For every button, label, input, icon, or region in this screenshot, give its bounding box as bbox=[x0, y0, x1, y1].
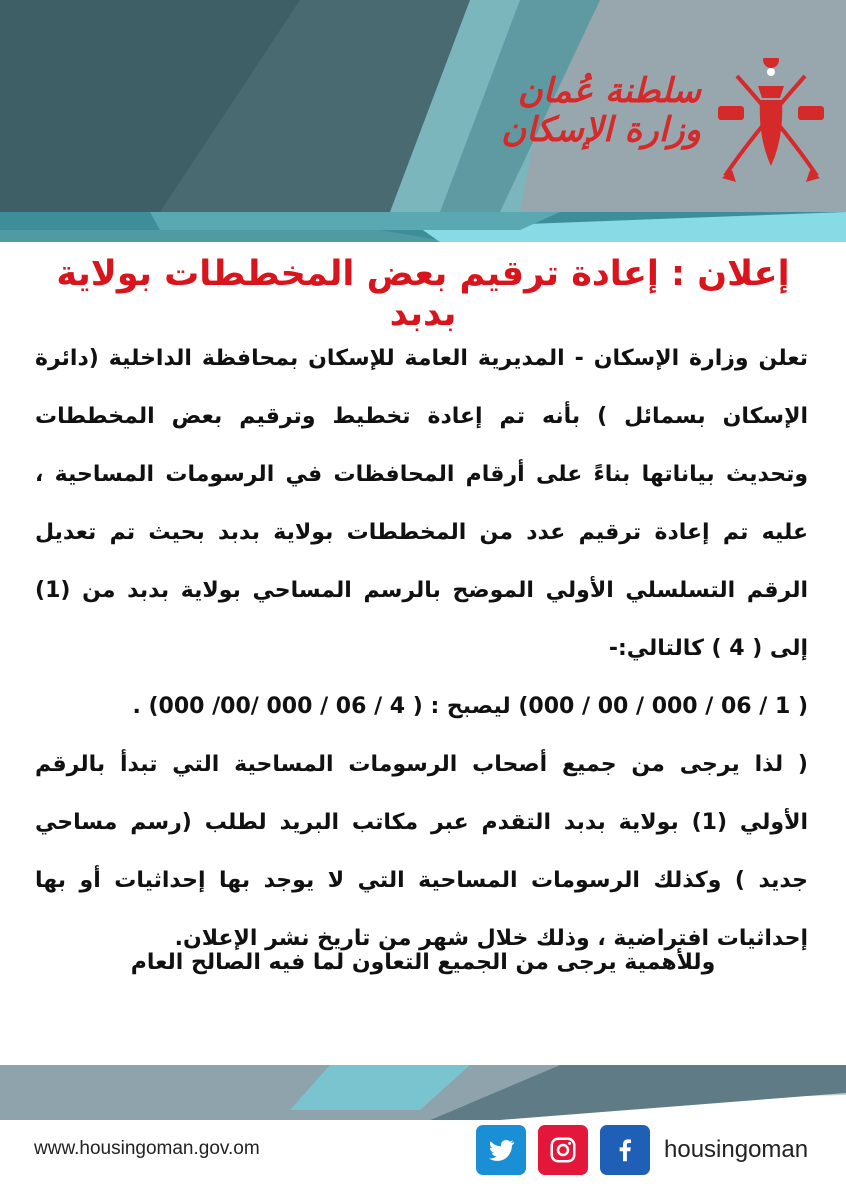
social-handle[interactable]: housingoman bbox=[664, 1136, 809, 1163]
logo-line-ministry: وزارة الإسكان bbox=[501, 110, 701, 151]
website-link[interactable]: www.housingoman.gov.om bbox=[34, 1138, 260, 1159]
announcement-title: إعلان : إعادة ترقيم بعض المخططات بولاية بدبد bbox=[56, 254, 790, 334]
body-paragraph-serial: ( 1 / 06 / 000 / 00 / 000) ليصبح : ( 4 / 06 / 000 /00/ 000) . bbox=[132, 694, 808, 719]
facebook-icon[interactable] bbox=[600, 1125, 650, 1175]
logo-line-sultanate: سلطنة عُمان bbox=[517, 71, 701, 111]
body-paragraph-1: تعلن وزارة الإسكان - المديرية العامة للإسكان بمحافظة الداخلية (دائرة الإسكان بسمائل ) بأنه تم إعادة تخطيط وترقيم بعض المخططات وتحديث بياناتها بناءً على أرقام المحافظات في الرسومات المساحية ، عليه تم إعادة ترقيم عدد من المخططات بولاية بدبد بحيث تم تعديل الرقم التسلسلي الأولي الموضح بالرسم المساحي بولاية بدبد من (1) إلى ( 4 ) كالتالي:- bbox=[35, 346, 808, 661]
closing-line: وللأهمية يرجى من الجميع التعاون لما فيه الصالح العام bbox=[130, 950, 716, 975]
header-banner bbox=[0, 0, 846, 250]
ministry-logotype bbox=[501, 72, 701, 150]
footer-background bbox=[0, 1065, 846, 1200]
twitter-icon[interactable] bbox=[476, 1125, 526, 1175]
oman-khanjar-emblem-icon bbox=[710, 58, 832, 188]
instagram-icon[interactable] bbox=[538, 1125, 588, 1175]
body-paragraph-2: ( لذا يرجى من جميع أصحاب الرسومات المساحية التي تبدأ بالرقم الأولي (1) بولاية بدبد التقدم عبر مكاتب البريد لطلب (رسم مساحي جديد ) وكذلك الرسومات المساحية التي لا يوجد بها إحداثيات أو بها إحداثيات افتراضية ، وذلك خلال شهر من تاريخ نشر الإعلان. bbox=[35, 752, 808, 951]
announcement-body bbox=[35, 330, 808, 968]
footer-banner bbox=[0, 1065, 846, 1200]
